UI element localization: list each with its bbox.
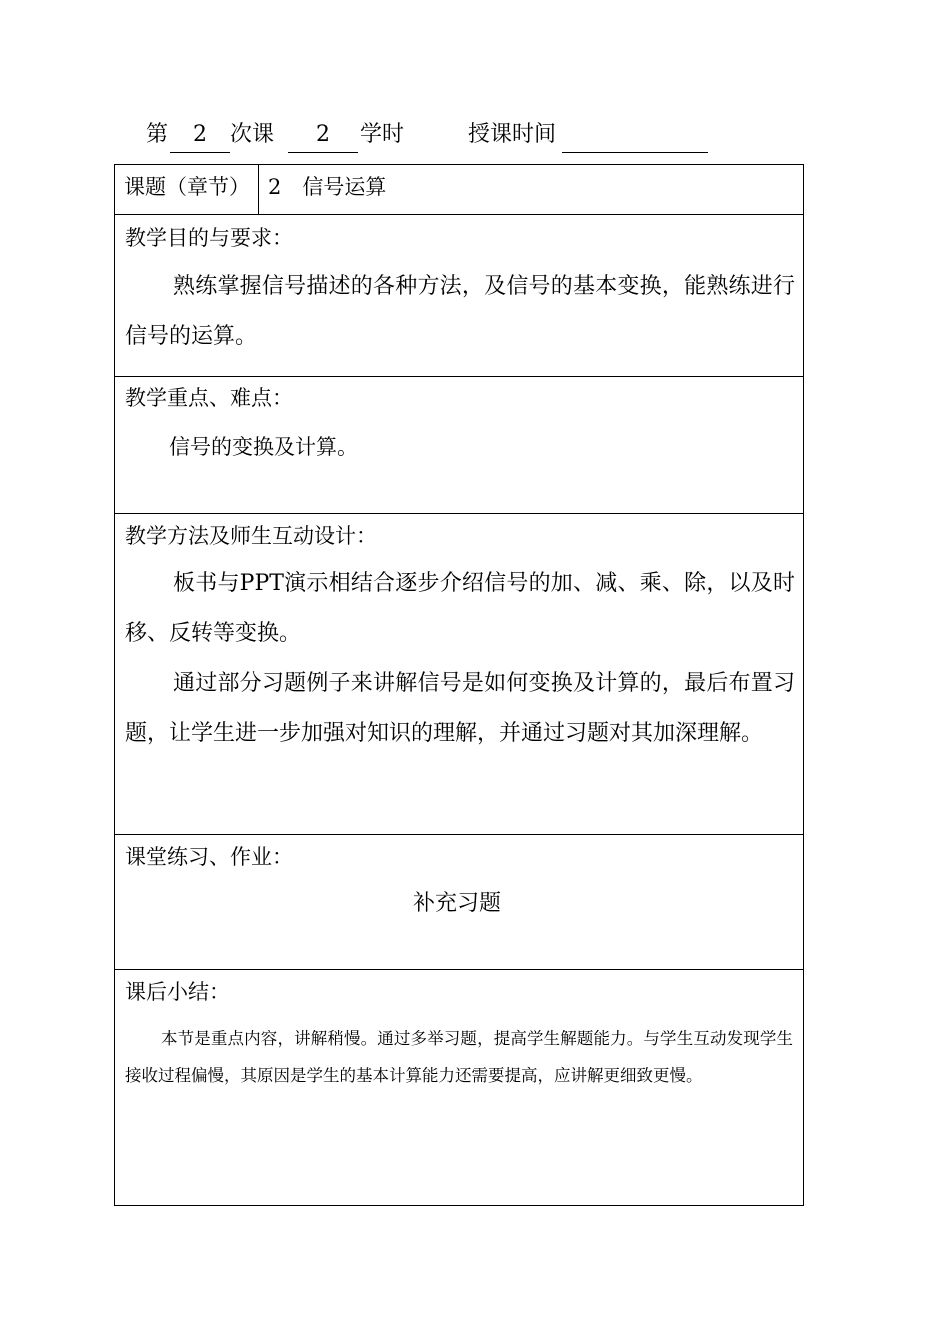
lesson-prefix: 第 — [146, 122, 169, 147]
exercises-row — [115, 835, 803, 970]
methods-label: 教学方法及师生互动设计： — [125, 524, 377, 548]
key-points-label: 教学重点、难点： — [125, 386, 293, 410]
topic-label-cell — [115, 165, 259, 214]
topic-label: 课题（章节） — [124, 175, 250, 199]
objectives-text: 熟练掌握信号描述的各种方法，及信号的基本变换，能熟练进行信号的运算。 — [125, 274, 795, 349]
key-points-text: 信号的变换及计算。 — [169, 435, 358, 459]
hours-suffix: 学时 — [360, 122, 405, 147]
lesson-suffix: 次课 — [230, 122, 275, 147]
topic-row — [115, 165, 803, 215]
time-value — [562, 118, 708, 153]
topic-value: 2 信号运算 — [268, 175, 387, 199]
exercises-label: 课堂练习、作业： — [125, 845, 293, 869]
methods-row — [115, 514, 803, 835]
lesson-number: 2 — [170, 118, 230, 153]
methods-paragraph-1: 板书与PPT演示相结合逐步介绍信号的加、减、乘、除，以及时移、反转等变换。 — [125, 571, 795, 646]
summary-row — [115, 970, 803, 1207]
time-label: 授课时间 — [468, 122, 557, 147]
objectives-row — [115, 215, 803, 377]
summary-label: 课后小结： — [125, 980, 230, 1004]
hours-number: 2 — [288, 118, 358, 153]
key-points-row — [115, 377, 803, 514]
objectives-label: 教学目的与要求： — [125, 226, 293, 250]
lesson-table — [114, 164, 804, 1206]
exercises-text: 补充习题 — [413, 891, 502, 916]
summary-text: 本节是重点内容，讲解稍慢。通过多举习题，提高学生解题能力。与学生互动发现学生接收过程偏慢，其原因是学生的基本计算能力还需要提高，应讲解更细致更慢。 — [125, 1029, 793, 1085]
methods-paragraph-2: 通过部分习题例子来讲解信号是如何变换及计算的，最后布置习题，让学生进一步加强对知识的理解，并通过习题对其加深理解。 — [125, 671, 795, 746]
